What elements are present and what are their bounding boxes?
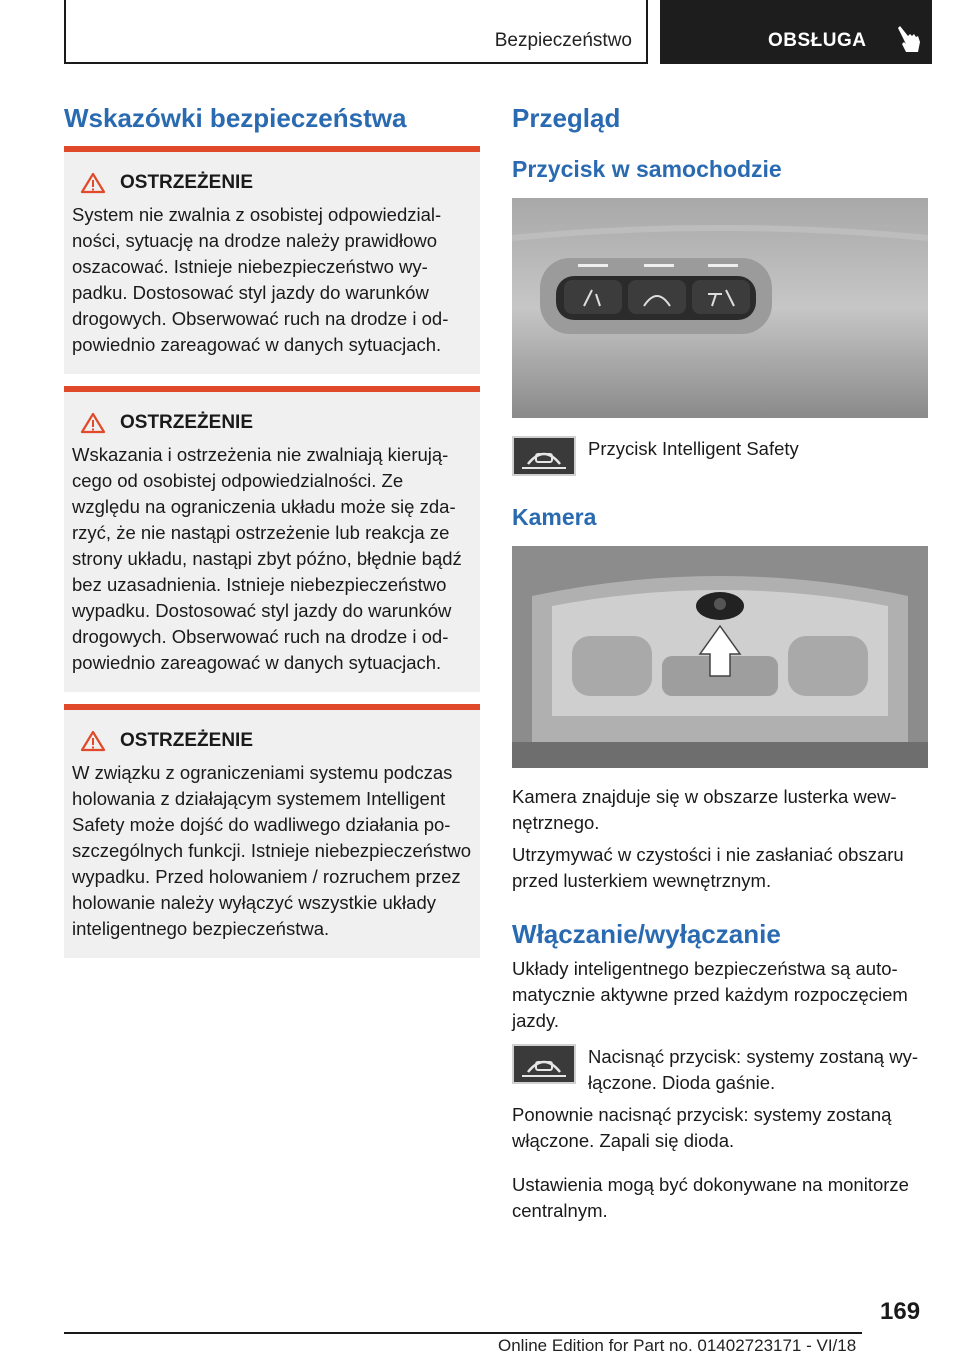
- header-chapter-box: [660, 0, 932, 64]
- on-off-paragraph-3: Ustawienia mogą być dokonywane na monitorze centralnym.: [512, 1174, 909, 1221]
- warning-triangle-icon: [80, 412, 106, 434]
- warning-header: [80, 412, 472, 434]
- on-off-paragraph-1: Układy inteligentnego bezpieczeństwa są automatycznie aktywne przed każdym rozpoczęciem jazdy.: [512, 958, 908, 1031]
- footer-edition: Online Edition for Part no. 01402723171 - VI/18: [498, 1336, 857, 1355]
- warning-text: W związku z ograniczeniami systemu podczas holowania z działającym systemem Intelligent Safety może dojść do wadliwego działania poszczególnych funkcji. Istnieje niebezpieczeństwo wypadku. Przed holowaniem / rozruchem przez holowanie należy wyłączyć wszystkie układy inteligentnego bezpieczeństwa.: [72, 762, 471, 939]
- header-section-box: [64, 0, 648, 64]
- camera-subtitle: Kamera: [512, 504, 597, 530]
- camera-paragraph-1: Kamera znajduje się w obszarze lusterka wewnętrznego.: [512, 786, 897, 833]
- warning-box: [64, 146, 480, 374]
- intelligent-safety-button-icon: [512, 1044, 576, 1084]
- warning-triangle-icon: [80, 730, 106, 752]
- warning-header: [80, 730, 472, 752]
- warning-text: System nie zwalnia z osobistej odpowiedzialności, sytuację na drodze należy prawidłowo oszacować. Istnieje niebezpieczeństwo wypadku. Dostosować styl jazdy do warunków drogowych. Obserwować ruch na drodze i odpowiednio zareagować w danych sytuacjach.: [72, 204, 449, 355]
- warning-header: [80, 172, 472, 194]
- overview-title: Przegląd: [512, 103, 621, 133]
- warning-triangle-icon: [80, 172, 106, 194]
- button-in-car-subtitle: Przycisk w samochodzie: [512, 156, 782, 182]
- overhead-button-panel-photo: [512, 198, 928, 418]
- on-off-icon-row: [512, 1044, 928, 1096]
- button-caption: Przycisk Intelligent Safety: [588, 438, 799, 459]
- left-column: [64, 100, 480, 958]
- on-off-title: Włączanie/wyłączanie: [512, 919, 781, 949]
- warning-box: [64, 386, 480, 692]
- on-off-icon-text: Nacisnąć przycisk: systemy zostaną wyłączone. Dioda gaśnie.: [588, 1046, 919, 1093]
- warning-text: Wskazania i ostrzeżenia nie zwalniają kierującego od osobistej odpowiedzialności. Ze względu na ograniczenia układu może się zdarzyć, że nie nastąpi ostrzeżenie lub reakcja ze strony układu, nastąpi zbyt późno, błędnie bądź bez uzasadnienia. Istnieje niebezpieczeństwo wypadku. Dostosować styl jazdy do warunków drogowych. Obserwować ruch na drodze i odpowiednio zareagować w danych sytuacjach.: [72, 444, 462, 673]
- safety-tips-title: Wskazówki bezpieczeństwa: [64, 103, 407, 133]
- warning-label: OSTRZEŻENIE: [120, 172, 254, 193]
- pointing-hand-icon: [896, 24, 922, 54]
- header-chapter-title: OBSŁUGA: [768, 30, 867, 51]
- intelligent-safety-button-icon: [512, 436, 576, 476]
- warning-box: [64, 704, 480, 958]
- button-caption-row: [512, 436, 928, 476]
- camera-location-photo: [512, 546, 928, 768]
- camera-paragraph-2: Utrzymywać w czystości i nie zasłaniać obszaru przed lusterkiem wewnętrznym.: [512, 844, 904, 891]
- on-off-paragraph-2: Ponownie nacisnąć przycisk: systemy zostaną włączone. Zapali się dioda.: [512, 1104, 892, 1151]
- header-section-title: Bezpieczeństwo: [494, 30, 632, 51]
- page-number: 169: [880, 1298, 921, 1325]
- warning-label: OSTRZEŻENIE: [120, 412, 254, 433]
- right-column: [512, 100, 928, 1224]
- warning-label: OSTRZEŻENIE: [120, 730, 254, 751]
- footer-divider: [64, 1332, 862, 1334]
